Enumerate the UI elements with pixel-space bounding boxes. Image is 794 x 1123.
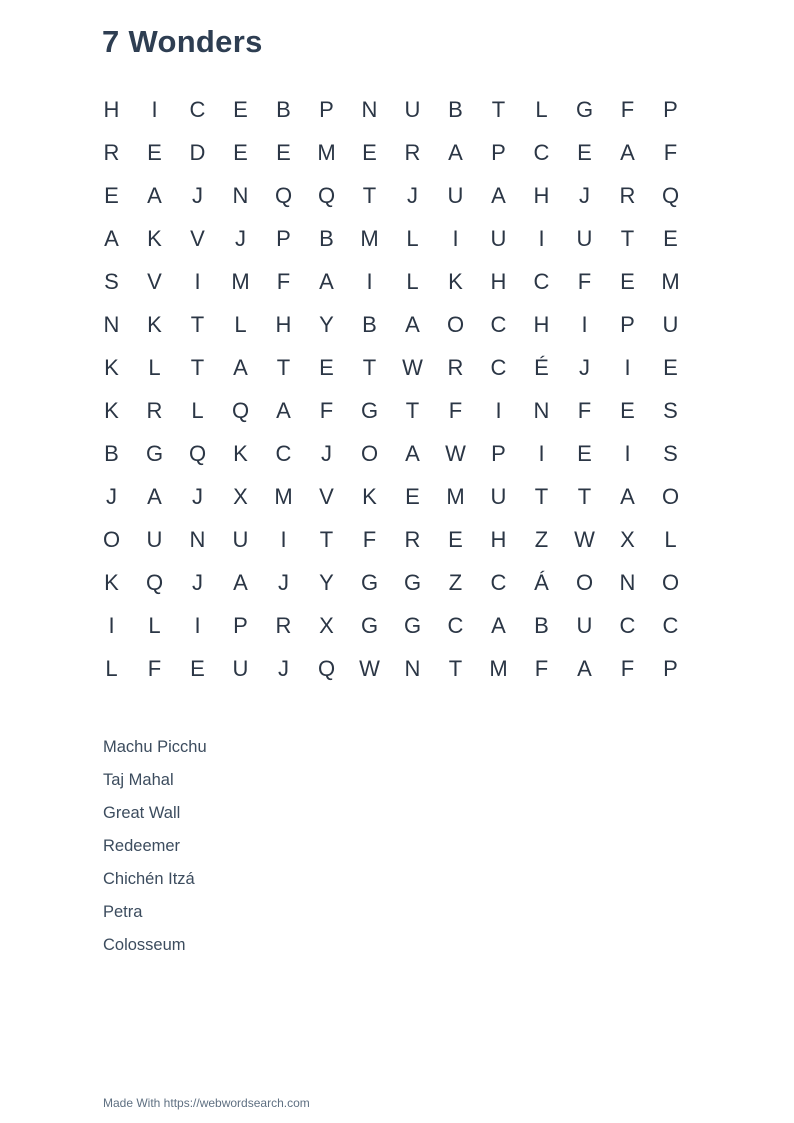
letter-cell: M bbox=[446, 483, 465, 509]
letter-cell: N bbox=[533, 397, 550, 423]
letter-cell: P bbox=[620, 311, 635, 337]
letter-cell: Á bbox=[534, 569, 549, 595]
letter-cell: A bbox=[233, 354, 248, 380]
letter-cell: N bbox=[361, 96, 378, 122]
letter-cell: V bbox=[147, 268, 162, 294]
letter-cell: G bbox=[403, 569, 422, 595]
letter-cell: I bbox=[452, 225, 459, 251]
letter-cell: T bbox=[276, 354, 291, 380]
letter-cell: A bbox=[233, 569, 248, 595]
letter-cell: E bbox=[663, 354, 678, 380]
letter-cell: T bbox=[577, 483, 592, 509]
letter-cell: L bbox=[535, 96, 548, 122]
letter-cell: F bbox=[534, 655, 549, 681]
letter-cell: B bbox=[319, 225, 334, 251]
letter-cell: A bbox=[147, 182, 162, 208]
letter-cell: E bbox=[233, 139, 248, 165]
letter-cell: Q bbox=[274, 182, 293, 208]
letter-cell: C bbox=[662, 612, 679, 638]
letter-cell: I bbox=[495, 397, 502, 423]
letter-cell: E bbox=[577, 440, 592, 466]
letter-cell: K bbox=[104, 354, 119, 380]
letter-cell: Q bbox=[317, 655, 336, 681]
letter-cell: U bbox=[490, 225, 507, 251]
letter-cell: U bbox=[447, 182, 464, 208]
letter-cell: P bbox=[319, 96, 334, 122]
letter-cell: L bbox=[406, 268, 419, 294]
letter-cell: A bbox=[491, 612, 506, 638]
letter-cell: E bbox=[362, 139, 377, 165]
letter-cell: K bbox=[362, 483, 377, 509]
letter-cell: F bbox=[620, 96, 635, 122]
letter-cell: G bbox=[575, 96, 594, 122]
letter-cell: K bbox=[104, 397, 119, 423]
letter-cell: E bbox=[620, 268, 635, 294]
footer-credit: Made With https://webwordsearch.com bbox=[103, 1096, 310, 1110]
letter-cell: U bbox=[232, 526, 249, 552]
letter-cell: Y bbox=[319, 311, 334, 337]
letter-cell: P bbox=[491, 440, 506, 466]
letter-cell: B bbox=[276, 96, 291, 122]
letter-cell: E bbox=[663, 225, 678, 251]
letter-cell: T bbox=[620, 225, 635, 251]
letter-cell: N bbox=[404, 655, 421, 681]
letter-cell: A bbox=[577, 655, 592, 681]
letter-cell: Y bbox=[319, 569, 334, 595]
letter-cell: O bbox=[661, 483, 680, 509]
letter-cell: K bbox=[147, 311, 162, 337]
letter-cell: N bbox=[232, 182, 249, 208]
letter-cell: Q bbox=[317, 182, 336, 208]
letter-cell: S bbox=[663, 397, 678, 423]
letter-cell: A bbox=[620, 483, 635, 509]
letter-cell: E bbox=[405, 483, 420, 509]
letter-cell: I bbox=[624, 354, 631, 380]
letter-cell: F bbox=[577, 397, 592, 423]
letter-cell: T bbox=[405, 397, 420, 423]
letter-cell: O bbox=[360, 440, 379, 466]
letter-cell: P bbox=[491, 139, 506, 165]
letter-cell: I bbox=[538, 440, 545, 466]
page-title: 7 Wonders bbox=[102, 24, 263, 59]
letter-cell: T bbox=[534, 483, 549, 509]
letter-cell: A bbox=[405, 440, 420, 466]
letter-cell: A bbox=[276, 397, 291, 423]
letter-cell: E bbox=[276, 139, 291, 165]
letter-cell: C bbox=[189, 96, 206, 122]
letter-cell: B bbox=[362, 311, 377, 337]
letter-cell: O bbox=[575, 569, 594, 595]
letter-cell: Z bbox=[534, 526, 549, 552]
letter-cell: I bbox=[624, 440, 631, 466]
letter-cell: W bbox=[359, 655, 380, 681]
letter-cell: A bbox=[319, 268, 334, 294]
letter-cell: G bbox=[360, 569, 379, 595]
letter-cell: T bbox=[362, 354, 377, 380]
word-list-item: Redeemer bbox=[103, 837, 181, 855]
letter-cell: C bbox=[490, 354, 507, 380]
letter-cell: Q bbox=[145, 569, 164, 595]
letter-cell: C bbox=[490, 569, 507, 595]
letter-cell: T bbox=[362, 182, 377, 208]
letter-cell: R bbox=[103, 139, 120, 165]
letter-cell: G bbox=[360, 612, 379, 638]
letter-cell: S bbox=[663, 440, 678, 466]
letter-cell: F bbox=[620, 655, 635, 681]
letter-cell: V bbox=[190, 225, 205, 251]
letter-cell: J bbox=[192, 483, 203, 509]
letter-cell: J bbox=[192, 569, 203, 595]
letter-cell: H bbox=[103, 96, 120, 122]
letter-cell: T bbox=[448, 655, 463, 681]
word-list-item: Machu Picchu bbox=[103, 738, 207, 756]
letter-cell: W bbox=[402, 354, 423, 380]
letter-cell: H bbox=[275, 311, 292, 337]
letter-cell: H bbox=[533, 182, 550, 208]
letter-cell: X bbox=[319, 612, 334, 638]
letter-cell: R bbox=[146, 397, 163, 423]
letter-cell: L bbox=[406, 225, 419, 251]
letter-cell: W bbox=[574, 526, 595, 552]
letter-cell: J bbox=[278, 569, 289, 595]
letter-cell: R bbox=[447, 354, 464, 380]
letter-cell: O bbox=[102, 526, 121, 552]
letter-cell: K bbox=[147, 225, 162, 251]
letter-cell: I bbox=[194, 268, 201, 294]
letter-cell: A bbox=[448, 139, 463, 165]
letter-cell: E bbox=[190, 655, 205, 681]
letter-cell: A bbox=[405, 311, 420, 337]
word-list-item: Petra bbox=[103, 903, 143, 921]
letter-cell: L bbox=[148, 354, 161, 380]
letter-cell: L bbox=[234, 311, 247, 337]
letter-cell: B bbox=[448, 96, 463, 122]
letter-cell: O bbox=[661, 569, 680, 595]
letter-cell: C bbox=[533, 268, 550, 294]
letter-cell: C bbox=[490, 311, 507, 337]
letter-cell: R bbox=[404, 139, 421, 165]
letter-cell: L bbox=[105, 655, 118, 681]
letter-cell: K bbox=[448, 268, 463, 294]
letter-cell: F bbox=[362, 526, 377, 552]
letter-cell: I bbox=[194, 612, 201, 638]
letter-cell: Q bbox=[661, 182, 680, 208]
letter-cell: S bbox=[104, 268, 119, 294]
letter-cell: I bbox=[581, 311, 588, 337]
letter-cell: E bbox=[620, 397, 635, 423]
letter-cell: B bbox=[104, 440, 119, 466]
letter-cell: T bbox=[491, 96, 506, 122]
letter-cell: N bbox=[103, 311, 120, 337]
letter-cell: U bbox=[404, 96, 421, 122]
letter-cell: A bbox=[147, 483, 162, 509]
letter-cell: U bbox=[490, 483, 507, 509]
letter-cell: P bbox=[663, 655, 678, 681]
letter-cell: W bbox=[445, 440, 466, 466]
letter-cell: H bbox=[490, 268, 507, 294]
letter-cell: F bbox=[147, 655, 162, 681]
letter-cell: M bbox=[231, 268, 250, 294]
letter-cell: M bbox=[360, 225, 379, 251]
letter-cell: J bbox=[321, 440, 332, 466]
letter-cell: M bbox=[489, 655, 508, 681]
letter-cell: I bbox=[151, 96, 158, 122]
letter-cell: U bbox=[146, 526, 163, 552]
letter-cell: E bbox=[319, 354, 334, 380]
letter-cell: X bbox=[233, 483, 248, 509]
word-list-item: Taj Mahal bbox=[103, 771, 174, 789]
letter-cell: F bbox=[448, 397, 463, 423]
letter-cell: L bbox=[664, 526, 677, 552]
letter-cell: J bbox=[278, 655, 289, 681]
letter-cell: M bbox=[274, 483, 293, 509]
letter-cell: G bbox=[403, 612, 422, 638]
letter-cell: X bbox=[620, 526, 635, 552]
letter-cell: I bbox=[538, 225, 545, 251]
letter-cell: J bbox=[192, 182, 203, 208]
letter-cell: T bbox=[190, 354, 205, 380]
letter-cell: Q bbox=[231, 397, 250, 423]
letter-cell: A bbox=[104, 225, 119, 251]
letter-cell: R bbox=[404, 526, 421, 552]
letter-cell: P bbox=[233, 612, 248, 638]
letter-cell: P bbox=[663, 96, 678, 122]
letter-cell: C bbox=[619, 612, 636, 638]
letter-cell: I bbox=[280, 526, 287, 552]
word-list-item: Great Wall bbox=[103, 804, 181, 822]
letter-cell: U bbox=[576, 612, 593, 638]
letter-cell: N bbox=[619, 569, 636, 595]
letter-cell: F bbox=[276, 268, 291, 294]
letter-cell: J bbox=[106, 483, 117, 509]
letter-cell: J bbox=[407, 182, 418, 208]
letter-cell: A bbox=[491, 182, 506, 208]
word-list-item: Colosseum bbox=[103, 936, 186, 954]
letter-cell: V bbox=[319, 483, 334, 509]
word-search-grid bbox=[90, 88, 692, 690]
letter-cell: M bbox=[661, 268, 680, 294]
letter-cell: E bbox=[448, 526, 463, 552]
letter-cell: C bbox=[533, 139, 550, 165]
letter-cell: I bbox=[108, 612, 115, 638]
letter-cell: Q bbox=[188, 440, 207, 466]
letter-cell: J bbox=[579, 182, 590, 208]
letter-cell: É bbox=[534, 354, 549, 380]
letter-cell: H bbox=[490, 526, 507, 552]
letter-cell: U bbox=[662, 311, 679, 337]
letter-cell: G bbox=[360, 397, 379, 423]
letter-cell: K bbox=[104, 569, 119, 595]
letter-cell: R bbox=[619, 182, 636, 208]
letter-cell: E bbox=[577, 139, 592, 165]
letter-cell: L bbox=[191, 397, 204, 423]
letter-cell: A bbox=[620, 139, 635, 165]
letter-cell: B bbox=[534, 612, 549, 638]
letter-cell: H bbox=[533, 311, 550, 337]
letter-cell: I bbox=[366, 268, 373, 294]
letter-cell: C bbox=[447, 612, 464, 638]
letter-cell: J bbox=[235, 225, 246, 251]
letter-cell: F bbox=[319, 397, 334, 423]
letter-cell: D bbox=[189, 139, 206, 165]
letter-cell: N bbox=[189, 526, 206, 552]
letter-cell: F bbox=[577, 268, 592, 294]
letter-cell: L bbox=[148, 612, 161, 638]
letter-cell: F bbox=[663, 139, 678, 165]
letter-cell: U bbox=[576, 225, 593, 251]
word-list bbox=[103, 731, 207, 962]
letter-cell: T bbox=[319, 526, 334, 552]
letter-cell: O bbox=[446, 311, 465, 337]
letter-cell: C bbox=[275, 440, 292, 466]
letter-cell: R bbox=[275, 612, 292, 638]
letter-cell: Z bbox=[448, 569, 463, 595]
letter-cell: U bbox=[232, 655, 249, 681]
letter-cell: M bbox=[317, 139, 336, 165]
letter-cell: K bbox=[233, 440, 248, 466]
letter-cell: P bbox=[276, 225, 291, 251]
letter-cell: E bbox=[233, 96, 248, 122]
letter-cell: G bbox=[145, 440, 164, 466]
word-list-item: Chichén Itzá bbox=[103, 870, 195, 888]
letter-cell: E bbox=[104, 182, 119, 208]
letter-cell: T bbox=[190, 311, 205, 337]
letter-cell: E bbox=[147, 139, 162, 165]
letter-cell: J bbox=[579, 354, 590, 380]
